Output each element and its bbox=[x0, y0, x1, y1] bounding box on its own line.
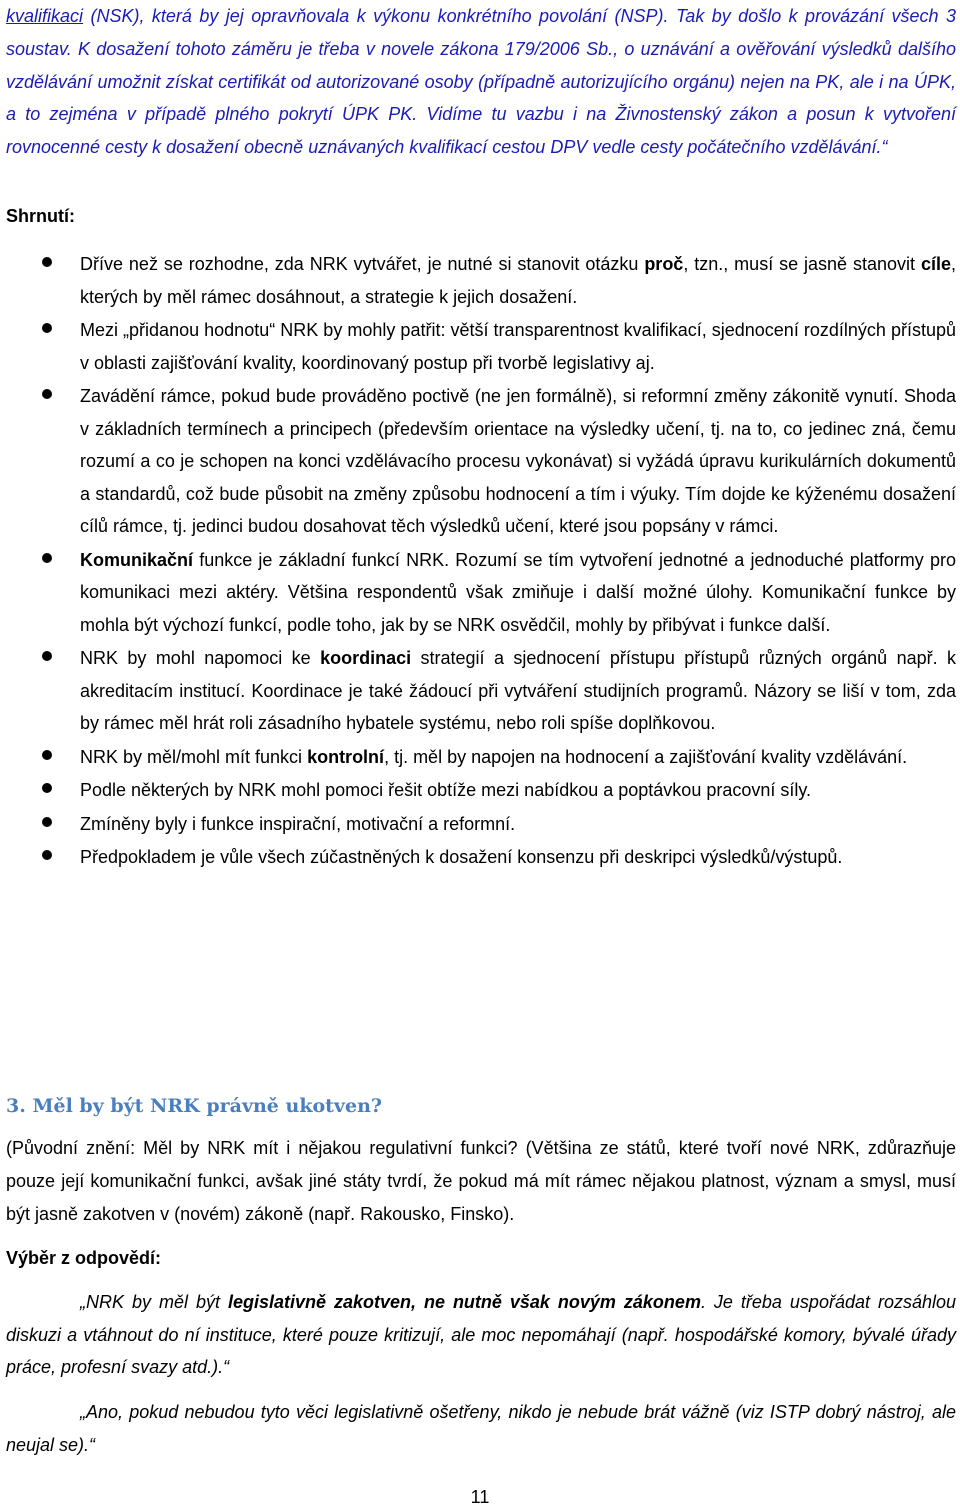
bullet-icon bbox=[42, 817, 52, 827]
list-item: Zmíněny byly i funkce inspirační, motivační a reformní. bbox=[6, 808, 956, 841]
original-wording-paragraph: (Původní znění: Měl by NRK mít i nějakou regulativní funkci? (Většina ze států, které tvoří nové NRK, zdůrazňuje pouze její komunikační funkci, avšak jiné státy tvrdí, že pokud má mít rámec nějakou platnost, význam a smysl, musí být jasně zakotven v (novém) zákoně (např. Rakousko, Finsko). bbox=[6, 1138, 956, 1224]
list-item: Podle některých by NRK mohl pomoci řešit obtíže mezi nabídkou a poptávkou pracovní síly. bbox=[6, 774, 956, 807]
list-item: Komunikační funkce je základní funkcí NRK. Rozumí se tím vytvoření jednotné a jednoduché platformy pro komunikaci mezi aktéry. Většina respondentů však zmiňuje i další možné úlohy. Komunikační funkce by mohla být výchozí funkcí, podle toho, jak by se NRK osvědčil, mohly by přibývat i funkce další. bbox=[6, 544, 956, 642]
quote-paragraph: „Ano, pokud nebudou tyto věci legislativně ošetřeny, nikdo je nebude brát vážně (viz ISTP dobrý nástroj, ale neujal se).“ bbox=[6, 1402, 956, 1455]
intro-text: (NSK), která by jej opravňovala k výkonu konkrétního povolání (NSP). Tak by došlo k provázání všech 3 soustav. K dosažení tohoto záměru je třeba v novele zákona 179/2006 Sb., o uznávání a ověřování výsledků dalšího vzdělávání umožnit získat certifikát od autorizované osoby (případně autorizujícího orgánu) nejen na PK, ale i na ÚPK, a to zejména v případě plného pokrytí ÚPK PK. Vidíme tu vazbu i na Živnostenský zákon a posun k vytvoření rovnocenné cesty k dosažení obecně uznávaných kvalifikací cestou DPV vedle cesty počátečního vzdělávání.“ bbox=[6, 6, 956, 158]
bullet-icon bbox=[42, 553, 52, 563]
list-item: Zavádění rámce, pokud bude prováděno poctivě (ne jen formálně), si reformní změny zákonitě vynutí. Shoda v základních termínech a principech (především orientace na výsledky učení, tj. na to, co jedinec zná, čemu rozumí a co je schopen na konci vzdělávacího procesu vykonávat) si vyžádá úpravu kurikulárních dokumentů a standardů, což bude působit na změny způsobu hodnocení a tím i výuky. Tím dojde ke kýženému dosažení cílů rámce, tj. jedinci budou dosahovat těch výsledků učení, které jsou popsány v rámci. bbox=[6, 380, 956, 543]
bullet-icon bbox=[42, 257, 52, 267]
summary-list bbox=[6, 248, 956, 874]
intro-link-text[interactable]: kvalifikaci bbox=[6, 6, 84, 26]
bullet-icon bbox=[42, 750, 52, 760]
answers-heading: Výběr z odpovědí: bbox=[6, 1248, 162, 1268]
list-item: Mezi „přidanou hodnotu“ NRK by mohly patřit: větší transparentnost kvalifikací, sjednocení rozdílných přístupů v oblasti zajišťování kvality, koordinovaný postup při tvorbě legislativy aj. bbox=[6, 314, 956, 379]
page-number: 11 bbox=[470, 1487, 490, 1507]
bullet-icon bbox=[42, 651, 52, 661]
list-item: Dříve než se rozhodne, zda NRK vytvářet, je nutné si stanovit otázku proč, tzn., musí se jasně stanovit cíle, kterých by měl rámec dosáhnout, a strategie k jejich dosažení. bbox=[6, 248, 956, 313]
bullet-icon bbox=[42, 783, 52, 793]
bullet-icon bbox=[42, 850, 52, 860]
quote-paragraph: „NRK by měl být legislativně zakotven, ne nutně však novým zákonem. Je třeba uspořádat rozsáhlou diskuzi a vtáhnout do ní instituce, které pouze kritizují, ale moc nepomáhají (např. hospodářské komory, bývalé úřady práce, profesní svazy atd.).“ bbox=[6, 1292, 956, 1377]
summary-heading: Shrnutí: bbox=[6, 206, 75, 226]
intro-paragraph bbox=[6, 0, 956, 164]
bullet-icon bbox=[42, 389, 52, 399]
list-item: NRK by měl/mohl mít funkci kontrolní, tj. měl by napojen na hodnocení a zajišťování kvality vzdělávání. bbox=[6, 741, 956, 774]
section-heading: 3. Měl by být NRK právně ukotven? bbox=[6, 1095, 383, 1117]
list-item: NRK by mohl napomoci ke koordinaci strategií a sjednocení přístupu přístupů různých orgánů např. k akreditacím institucí. Koordinace je také žádoucí při vytváření studijních programů. Názory se liší v tom, zda by rámec měl hrát roli zásadního hybatele systému, nebo roli spíše doplňkovou. bbox=[6, 642, 956, 740]
bullet-icon bbox=[42, 323, 52, 333]
list-item: Předpokladem je vůle všech zúčastněných k dosažení konsenzu při deskripci výsledků/výstupů. bbox=[6, 841, 956, 874]
